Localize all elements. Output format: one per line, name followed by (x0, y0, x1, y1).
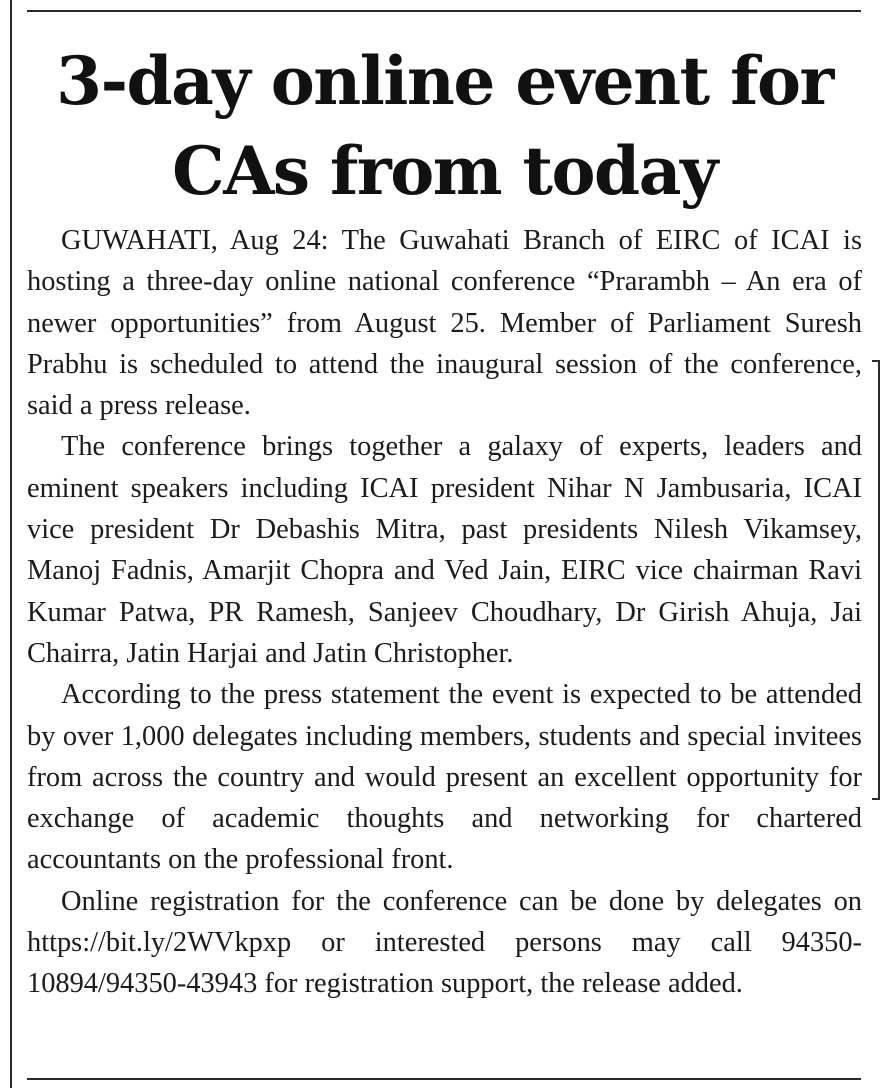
headline-line-2: CAs from today (172, 132, 717, 210)
headline-line-1: 3-day online event for (56, 42, 833, 120)
adjacent-column-tick-bottom (872, 798, 880, 800)
adjacent-column-border (878, 360, 880, 800)
paragraph-registration: Online registration for the conference can be done by delegates on https://bit.ly/2WVkpxp or interested persons may call 94350-10894/94350-43943 for registration support, the release added. (27, 885, 862, 1000)
article-body (27, 220, 862, 1005)
paragraph-dateline: GUWAHATI, Aug 24: The Guwahati Branch of EIRC of ICAI is hosting a three-day online national conference “Prarambh – An era of newer opportunities” from August 25. Member of Parliament Suresh Prabhu is scheduled to attend the inaugural session of the conference, said a press release. (27, 225, 862, 422)
paragraph-attendance: According to the press statement the event is expected to be attended by over 1,000 delegates including members, students and special invitees from across the country and would present an excellent opportunity for exchange of academic thoughts and networking for chartered accountants on the professional front. (27, 679, 862, 876)
adjacent-column-tick-top (872, 360, 880, 362)
bottom-rule (27, 1078, 861, 1080)
paragraph-speakers: The conference brings together a galaxy of experts, leaders and eminent speakers including ICAI president Nihar N Jambusaria, ICAI vice president Dr Debashis Mitra, past presidents Nilesh Vikamsey, Manoj Fadnis, Amarjit Chopra and Ved Jain, EIRC vice chairman Ravi Kumar Patwa, PR Ramesh, Sanjeev Choudhary, Dr Girish Ahuja, Jai Chairra, Jatin Harjai and Jatin Christopher. (27, 431, 862, 669)
news-article (27, 36, 862, 1005)
top-rule (27, 10, 861, 12)
column-border-left (10, 0, 12, 1088)
headline (27, 36, 862, 216)
